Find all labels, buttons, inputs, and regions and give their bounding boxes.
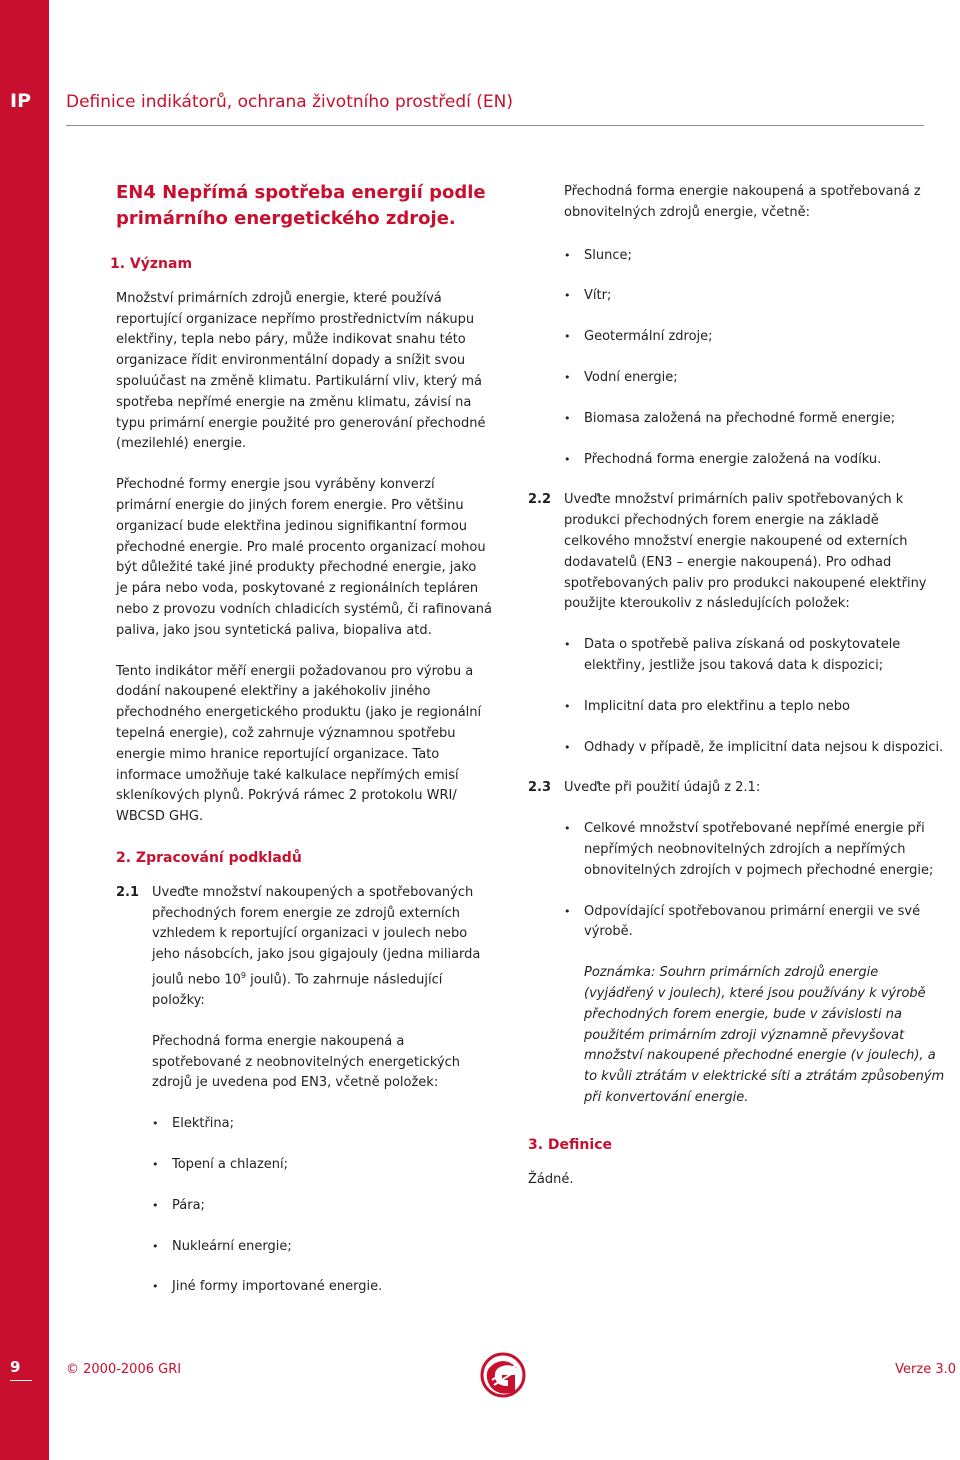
list-item: • Odhady v případě, že implicitní data nejsou k dispozici. bbox=[564, 738, 948, 759]
bullet-list-renewable bbox=[564, 246, 948, 471]
list-item: • Odpovídající spotřebovanou primární energii ve své výrobě. bbox=[564, 902, 948, 944]
bullet-list-totals bbox=[564, 819, 948, 943]
page-number: 9 bbox=[10, 1358, 21, 1376]
item-number: 2.2 bbox=[528, 492, 552, 508]
section-heading-compilation: 2. Zpracování podkladů bbox=[116, 849, 302, 866]
item-text: Uveďte množství nakoupených a spotřebovaných přechodných forem energie ze zdrojů externích vzhledem k reportující organizaci v joulech nebo jeho násobcích, jako jsou gigajouly (jedna miliarda joulů nebo $10^9$ joulů). To zahrnuje následující položky: bbox=[152, 884, 481, 1009]
exponent: 9 bbox=[240, 970, 246, 980]
section-heading-definitions: 3. Definice bbox=[528, 1136, 612, 1153]
paragraph: Přechodné formy energie jsou vyráběny konverzí primární energie do jiných forem energie. Pro většinu organizací bude elektřina jedinou signifikantní formou přechodné energie. Pro malé procento organizací mohou být důležité také jiné produkty přechodné energie, jako je pára nebo voda, poskytované z regionálních tepláren nebo z provozu vodních chladicích systémů, či rafinovaná paliva, jako jsou syntetická paliva, biopaliva atd. bbox=[116, 477, 492, 638]
list-item: • Data o spotřebě paliva získaná od poskytovatele elektřiny, jestliže jsou taková data k dispozici; bbox=[564, 635, 948, 677]
header-divider bbox=[66, 125, 924, 126]
numbered-item-2-2 bbox=[528, 490, 948, 615]
gri-logo-icon bbox=[478, 1350, 528, 1400]
version-label: Verze 3.0 bbox=[895, 1362, 956, 1377]
list-item: • Jiné formy importované energie. bbox=[152, 1277, 492, 1298]
list-item: • Vodní energie; bbox=[564, 368, 948, 389]
list-item: • Implicitní data pro elektřinu a teplo nebo bbox=[564, 697, 948, 718]
bullet-list-fuel-sources bbox=[564, 635, 948, 758]
list-item: • Elektřina; bbox=[152, 1114, 492, 1135]
paragraph: Žádné. bbox=[528, 1171, 574, 1187]
list-item: • Geotermální zdroje; bbox=[564, 327, 948, 348]
numbered-item-2-3 bbox=[528, 778, 948, 799]
page-number-underline bbox=[10, 1380, 32, 1381]
paragraph: Tento indikátor měří energii požadovanou pro výrobu a dodání nakoupené elektřiny a jakéhokoliv jiného přechodného energetického produktu (jako je regionální tepelná energie), což zahrnuje významnou spotřebu energie mimo hranice reportující organizace. Tato informace umožňuje také kalkulace nepřímých emisí skleníkových plynů. Pokrývá rámec 2 protokolu WRI/ WBCSD GHG. bbox=[116, 663, 482, 825]
numbered-item-2-1 bbox=[116, 883, 492, 1012]
sub-paragraph: Přechodná forma energie nakoupená a spotřebované z neobnovitelných energetických zdrojů je uvedena pod EN3, včetně položek: bbox=[152, 1033, 461, 1091]
indicator-title: EN4 Nepřímá spotřeba energií podle primárního energetického zdroje. bbox=[116, 182, 486, 229]
note: Poznámka: Souhrn primárních zdrojů energie (vyjádřený v joulech), které jsou používány k výrobě přechodných forem energie, bude v závislosti na použitém primárním zdroji významně převyšovat množství nakoupené přechodné energie (v joulech), a to kvůli ztrátám v elektrické síti a ztrátám způsobeným při konvertování energie. bbox=[584, 965, 945, 1105]
section-code: IP bbox=[10, 90, 31, 112]
list-item: • Slunce; bbox=[564, 246, 948, 267]
list-item: • Biomasa založená na přechodné formě energie; bbox=[564, 409, 948, 430]
bullet-list-nonrenewable bbox=[152, 1114, 492, 1298]
item-text: Uveďte při použití údajů z 2.1: bbox=[564, 780, 761, 796]
item-number: 2.3 bbox=[528, 780, 552, 796]
copyright: © 2000-2006 GRI bbox=[66, 1362, 182, 1377]
list-item: • Vítr; bbox=[564, 286, 948, 307]
item-text: Uveďte množství primárních paliv spotřebovaných k produkci přechodných forem energie na základě celkového množství energie nakoupené od externích dodavatelů (EN3 – energie nakoupená). Pro odhad spotřebovaných paliv pro produkci nakoupené elektřiny použijte kteroukoliv z následujících položek: bbox=[564, 492, 927, 612]
left-column bbox=[110, 180, 492, 1318]
list-item: • Topení a chlazení; bbox=[152, 1155, 492, 1176]
item-number: 2.1 bbox=[116, 884, 140, 900]
section-heading-significance: 1. Význam bbox=[110, 256, 193, 272]
paragraph: Množství primárních zdrojů energie, které používá reportující organizace nepřímo prostřednictvím nákupu elektřiny, tepla nebo páry, může indikovat snahu této organizace řídit environmentální dopady a snížit svou spoluúčast na změně klimatu. Partikulární vliv, který má spotřeba nepřímé energie na změnu klimatu, závisí na typu primární energie použité pro generování přechodné (mezilehlé) energie. bbox=[116, 290, 486, 452]
list-item: • Celkové množství spotřebované nepřímé energie při nepřímých neobnovitelných zdrojích a nepřímých obnovitelných zdrojích v pojmech přechodné energie; bbox=[564, 819, 948, 881]
page-header-title: Definice indikátorů, ochrana životního prostředí (EN) bbox=[66, 92, 513, 112]
list-item: • Nukleární energie; bbox=[152, 1237, 492, 1258]
list-item: • Přechodná forma energie založená na vodíku. bbox=[564, 450, 948, 471]
side-bar bbox=[0, 0, 49, 1460]
right-column bbox=[528, 182, 948, 1210]
list-item: • Pára; bbox=[152, 1196, 492, 1217]
paragraph: Přechodná forma energie nakoupená a spotřebovaná z obnovitelných zdrojů energie, včetně: bbox=[564, 184, 921, 220]
